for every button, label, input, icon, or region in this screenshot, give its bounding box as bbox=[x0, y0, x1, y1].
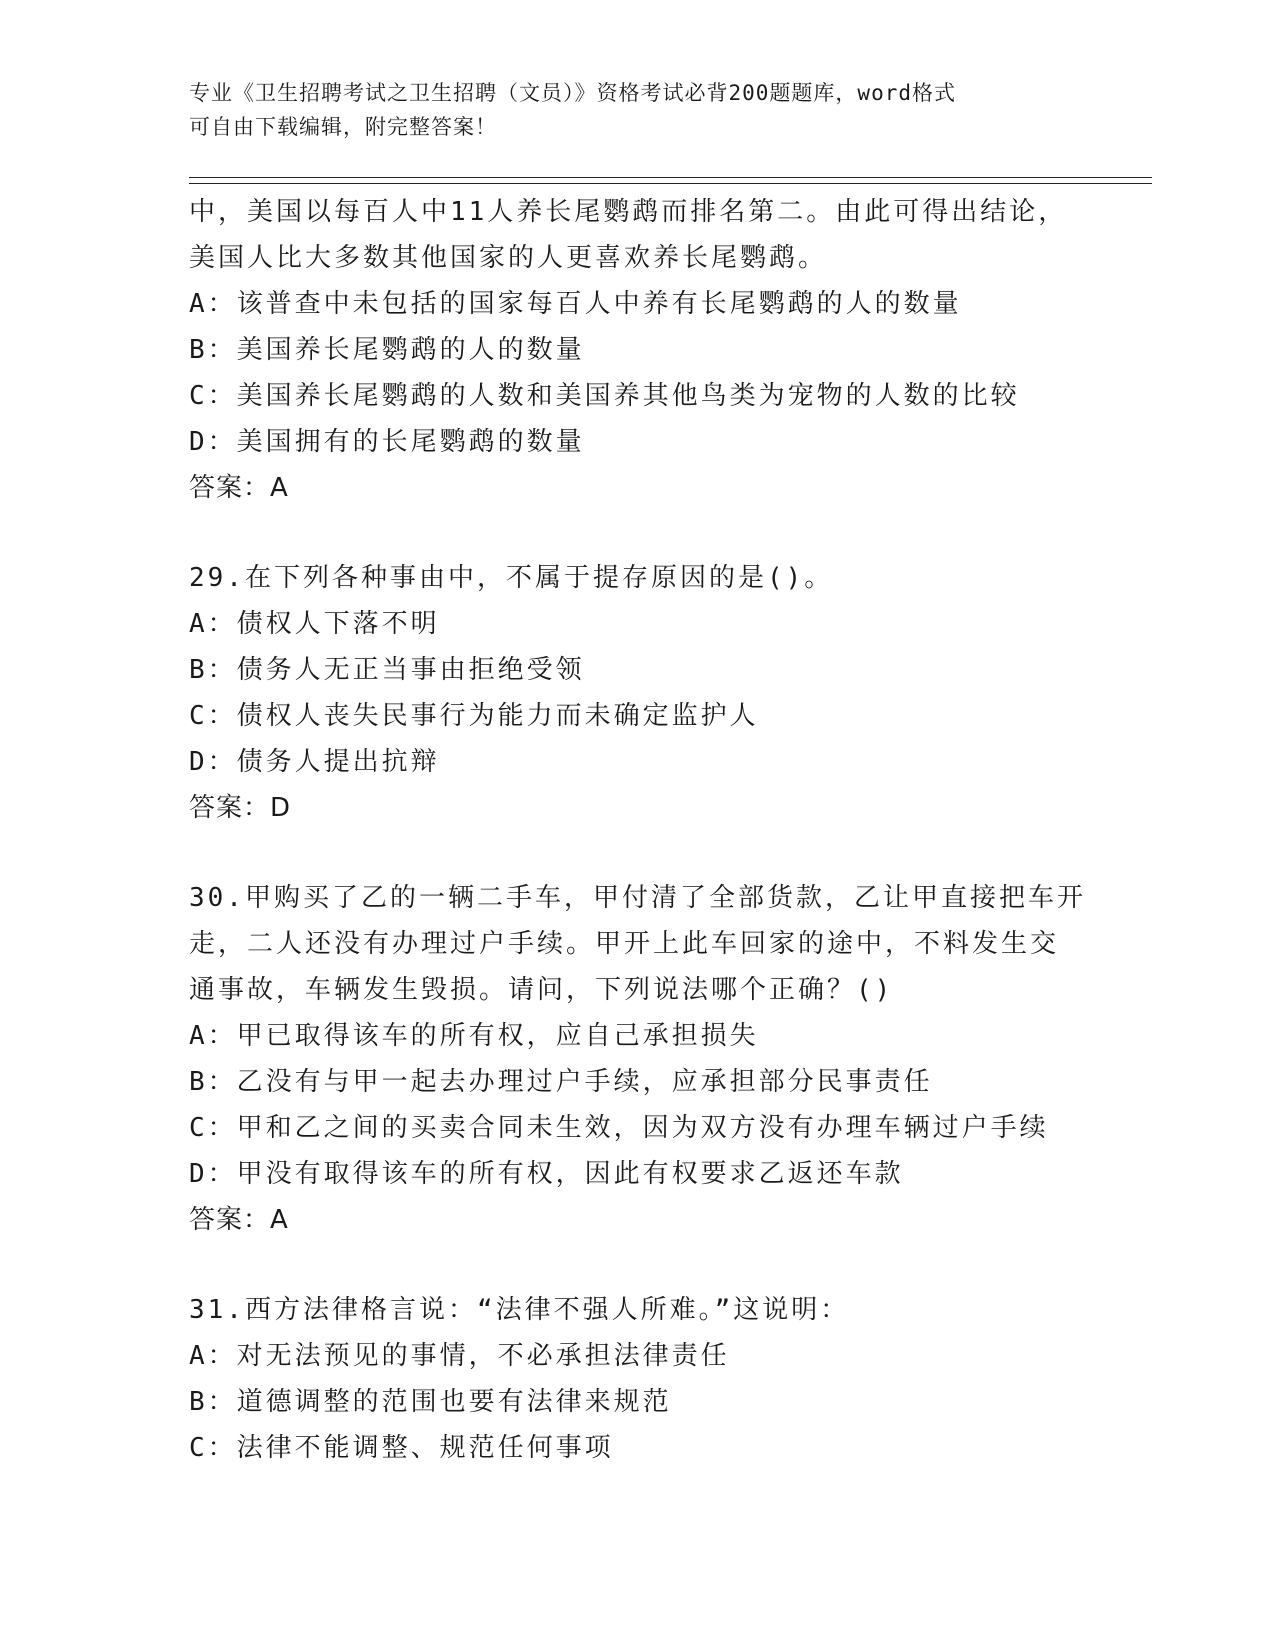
option-d: D：美国拥有的长尾鹦鹉的数量 bbox=[189, 427, 585, 457]
option-a: A：甲已取得该车的所有权，应自己承担损失 bbox=[189, 1021, 759, 1051]
option-b: B：债务人无正当事由拒绝受领 bbox=[189, 655, 585, 685]
question-text-line: 美国人比大多数其他国家的人更喜欢养长尾鹦鹉。 bbox=[189, 243, 828, 273]
question-28 bbox=[189, 189, 1149, 511]
header-title-line-1: 专业《卫生招聘考试之卫生招聘（文员）》资格考试必背200题题库，word格式 bbox=[189, 81, 956, 105]
header-title-line-2: 可自由下载编辑，附完整答案！ bbox=[189, 115, 497, 139]
question-30 bbox=[189, 875, 1149, 1243]
header-divider-bottom bbox=[189, 183, 1152, 184]
question-text-line: 29.在下列各种事由中，不属于提存原因的是()。 bbox=[189, 563, 834, 593]
option-b: B：乙没有与甲一起去办理过户手续，应承担部分民事责任 bbox=[189, 1067, 933, 1097]
question-text-line: 31.西方法律格言说：“法律不强人所难。”这说明： bbox=[189, 1295, 850, 1325]
question-text-line: 中，美国以每百人中11人养长尾鹦鹉而排名第二。由此可得出结论， bbox=[189, 197, 1068, 227]
option-a: A：对无法预见的事情，不必承担法律责任 bbox=[189, 1341, 730, 1371]
question-text-line: 30.甲购买了乙的一辆二手车，甲付清了全部货款，乙让甲直接把车开 bbox=[189, 883, 1086, 913]
option-c: C：美国养长尾鹦鹉的人数和美国养其他鸟类为宠物的人数的比较 bbox=[189, 381, 1020, 411]
question-spacer bbox=[189, 831, 1149, 875]
option-b: B：美国养长尾鹦鹉的人的数量 bbox=[189, 335, 585, 365]
option-c: C：法律不能调整、规范任何事项 bbox=[189, 1433, 614, 1463]
answer-label: 答案：A bbox=[189, 1205, 289, 1235]
option-a: A：该普查中未包括的国家每百人中养有长尾鹦鹉的人的数量 bbox=[189, 289, 962, 319]
document-header bbox=[189, 76, 1089, 144]
question-text-line: 走，二人还没有办理过户手续。甲开上此车回家的途中，不料发生交 bbox=[189, 929, 1060, 959]
header-divider-top bbox=[189, 177, 1152, 178]
question-29 bbox=[189, 555, 1149, 831]
question-text-line: 通事故，车辆发生毁损。请问，下列说法哪个正确？() bbox=[189, 975, 894, 1005]
option-d: D：债务人提出抗辩 bbox=[189, 747, 440, 777]
option-c: C：甲和乙之间的买卖合同未生效，因为双方没有办理车辆过户手续 bbox=[189, 1113, 1049, 1143]
option-b: B：道德调整的范围也要有法律来规范 bbox=[189, 1387, 672, 1417]
option-c: C：债权人丧失民事行为能力而未确定监护人 bbox=[189, 701, 759, 731]
question-spacer bbox=[189, 1243, 1149, 1287]
question-list bbox=[189, 189, 1149, 1471]
option-a: A：债权人下落不明 bbox=[189, 609, 440, 639]
answer-label: 答案：D bbox=[189, 793, 292, 823]
question-31 bbox=[189, 1287, 1149, 1471]
answer-label: 答案：A bbox=[189, 473, 289, 503]
option-d: D：甲没有取得该车的所有权，因此有权要求乙返还车款 bbox=[189, 1159, 904, 1189]
question-spacer bbox=[189, 511, 1149, 555]
